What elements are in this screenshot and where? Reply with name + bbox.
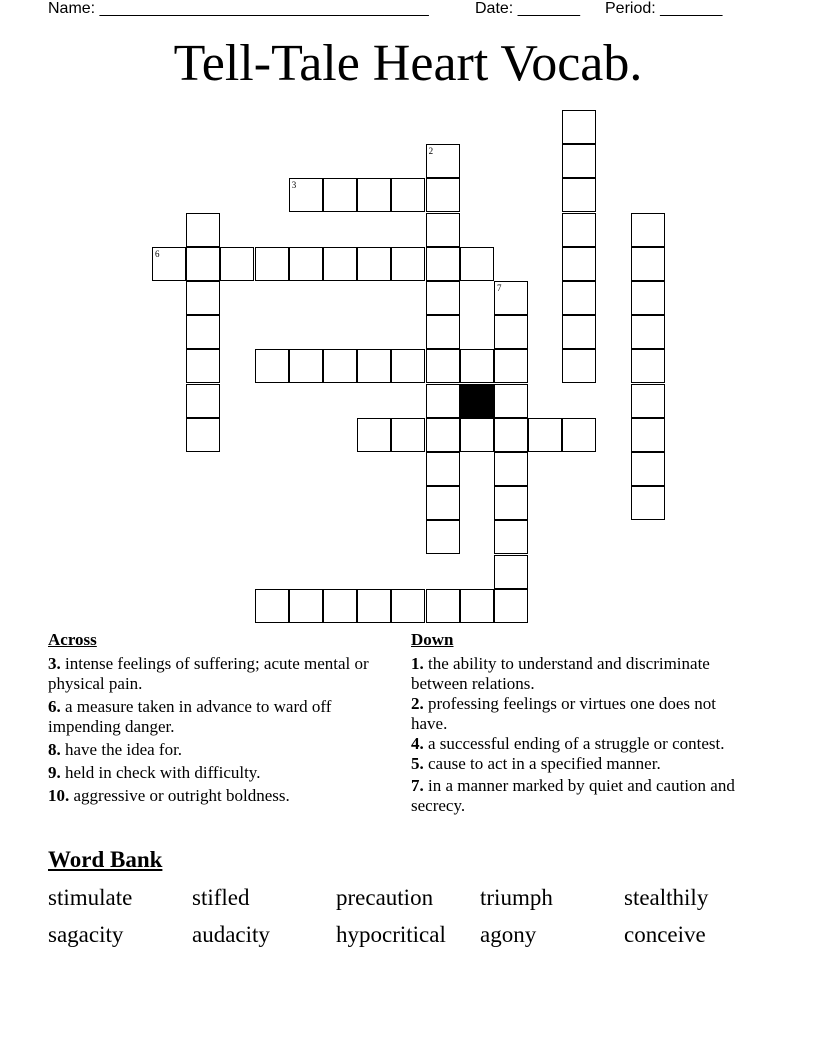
clue-down-7: 7. in a manner marked by quiet and caution and secrecy. bbox=[411, 776, 735, 815]
clue-across-10: 10. aggressive or outright boldness. bbox=[48, 786, 290, 805]
grid-cell[interactable] bbox=[494, 281, 528, 315]
grid-cell[interactable] bbox=[494, 589, 528, 623]
grid-cell[interactable] bbox=[391, 349, 425, 383]
grid-cell[interactable] bbox=[391, 178, 425, 212]
word-bank-word: agony bbox=[480, 922, 537, 947]
grid-cell[interactable] bbox=[562, 281, 596, 315]
grid-cell[interactable] bbox=[494, 384, 528, 418]
word-bank-word: sagacity bbox=[48, 922, 124, 947]
grid-cell[interactable] bbox=[357, 247, 391, 281]
clue-down-1: 1. the ability to understand and discriminate between relations. bbox=[411, 654, 710, 693]
grid-cell[interactable] bbox=[494, 486, 528, 520]
grid-cell[interactable] bbox=[494, 418, 528, 452]
grid-cell[interactable] bbox=[494, 452, 528, 486]
grid-cell[interactable] bbox=[562, 247, 596, 281]
grid-cell[interactable] bbox=[562, 349, 596, 383]
grid-cell[interactable] bbox=[426, 213, 460, 247]
grid-cell[interactable] bbox=[562, 178, 596, 212]
down-clues bbox=[411, 630, 751, 819]
grid-cell[interactable] bbox=[391, 418, 425, 452]
grid-cell[interactable] bbox=[426, 452, 460, 486]
word-bank-title: Word Bank bbox=[48, 847, 163, 872]
grid-cell[interactable] bbox=[426, 178, 460, 212]
grid-cell[interactable] bbox=[426, 144, 460, 178]
grid-cell[interactable] bbox=[152, 247, 186, 281]
period-field[interactable]: Period: _______ bbox=[605, 0, 723, 17]
grid-cell[interactable] bbox=[323, 247, 357, 281]
down-heading: Down bbox=[411, 630, 454, 649]
clue-across-3: 3. intense feelings of suffering; acute mental or physical pain. bbox=[48, 654, 369, 693]
grid-cell[interactable] bbox=[631, 315, 665, 349]
clue-number: 7 bbox=[497, 283, 502, 293]
clue-across-8: 8. have the idea for. bbox=[48, 740, 183, 759]
clue-across-9: 9. held in check with difficulty. bbox=[48, 763, 261, 782]
grid-cell[interactable] bbox=[289, 247, 323, 281]
grid-cell[interactable] bbox=[426, 486, 460, 520]
grid-cell[interactable] bbox=[289, 178, 323, 212]
grid-cell[interactable] bbox=[460, 418, 494, 452]
across-clues bbox=[48, 630, 388, 809]
grid-cell[interactable] bbox=[255, 349, 289, 383]
grid-cell[interactable] bbox=[460, 247, 494, 281]
grid-cell[interactable] bbox=[494, 520, 528, 554]
grid-cell[interactable] bbox=[494, 555, 528, 589]
word-bank-word: conceive bbox=[624, 922, 706, 947]
grid-cell[interactable] bbox=[357, 589, 391, 623]
grid-cell[interactable] bbox=[357, 418, 391, 452]
grid-cell[interactable] bbox=[426, 281, 460, 315]
clue-number: 3 bbox=[291, 180, 297, 191]
clue-down-4: 4. a successful ending of a struggle or contest. bbox=[411, 734, 725, 753]
name-field[interactable]: Name: _____________________________________ bbox=[48, 0, 429, 17]
grid-cell[interactable] bbox=[426, 349, 460, 383]
grid-cell[interactable] bbox=[631, 452, 665, 486]
word-bank-word: stimulate bbox=[48, 885, 133, 910]
grid-cell[interactable] bbox=[357, 349, 391, 383]
page-title: Tell-Tale Heart Vocab. bbox=[173, 35, 643, 92]
word-bank-word: triumph bbox=[480, 885, 553, 910]
grid-cell[interactable] bbox=[460, 589, 494, 623]
clue-across-6: 6. a measure taken in advance to ward off impending danger. bbox=[48, 697, 332, 736]
grid-cell[interactable] bbox=[323, 589, 357, 623]
grid-cell[interactable] bbox=[357, 178, 391, 212]
grid-cell[interactable] bbox=[289, 589, 323, 623]
grid-cell[interactable] bbox=[494, 349, 528, 383]
grid-cell[interactable] bbox=[494, 315, 528, 349]
grid-cell[interactable] bbox=[391, 247, 425, 281]
grid-cell[interactable] bbox=[631, 281, 665, 315]
grid-cell[interactable] bbox=[186, 247, 220, 281]
grid-cell[interactable] bbox=[528, 418, 562, 452]
grid-cell[interactable] bbox=[562, 110, 596, 144]
grid-cell[interactable] bbox=[562, 315, 596, 349]
grid-cell[interactable] bbox=[186, 418, 220, 452]
grid-cell[interactable] bbox=[323, 178, 357, 212]
grid-cell[interactable] bbox=[631, 213, 665, 247]
grid-cell[interactable] bbox=[460, 349, 494, 383]
date-field[interactable]: Date: _______ bbox=[475, 0, 580, 17]
grid-cell[interactable] bbox=[631, 418, 665, 452]
grid-cell[interactable] bbox=[562, 213, 596, 247]
grid-cell[interactable] bbox=[186, 213, 220, 247]
across-heading: Across bbox=[48, 630, 97, 649]
word-bank-word: precaution bbox=[336, 885, 434, 910]
grid-cell[interactable] bbox=[562, 144, 596, 178]
grid-cell[interactable] bbox=[186, 315, 220, 349]
grid-cell[interactable] bbox=[426, 247, 460, 281]
grid-cell[interactable] bbox=[426, 520, 460, 554]
grid-cell[interactable] bbox=[186, 384, 220, 418]
grid-cell[interactable] bbox=[255, 589, 289, 623]
grid-cell[interactable] bbox=[426, 589, 460, 623]
word-bank-word: hypocritical bbox=[336, 922, 446, 947]
word-bank-word: stifled bbox=[192, 885, 250, 910]
word-bank-word: stealthily bbox=[624, 885, 709, 910]
grid-cell[interactable] bbox=[391, 589, 425, 623]
grid-cell[interactable] bbox=[631, 486, 665, 520]
grid-cell[interactable] bbox=[562, 418, 596, 452]
blocked-cell bbox=[460, 384, 494, 418]
clue-down-5: 5. cause to act in a specified manner. bbox=[411, 754, 661, 773]
grid-cell[interactable] bbox=[426, 418, 460, 452]
grid-cell[interactable] bbox=[631, 247, 665, 281]
clue-number: 2 bbox=[428, 146, 434, 157]
clue-down-2: 2. professing feelings or virtues one does not have. bbox=[411, 694, 716, 733]
grid-cell[interactable] bbox=[255, 247, 289, 281]
grid-cell[interactable] bbox=[220, 247, 254, 281]
grid-cell[interactable] bbox=[426, 315, 460, 349]
grid-cell[interactable] bbox=[186, 281, 220, 315]
grid-cell[interactable] bbox=[426, 384, 460, 418]
word-bank-word: audacity bbox=[192, 922, 270, 947]
grid-cell[interactable] bbox=[631, 384, 665, 418]
grid-cell[interactable] bbox=[631, 349, 665, 383]
grid-cell[interactable] bbox=[289, 349, 323, 383]
grid-cell[interactable] bbox=[186, 349, 220, 383]
clue-number: 6 bbox=[155, 248, 160, 259]
grid-cell[interactable] bbox=[323, 349, 357, 383]
